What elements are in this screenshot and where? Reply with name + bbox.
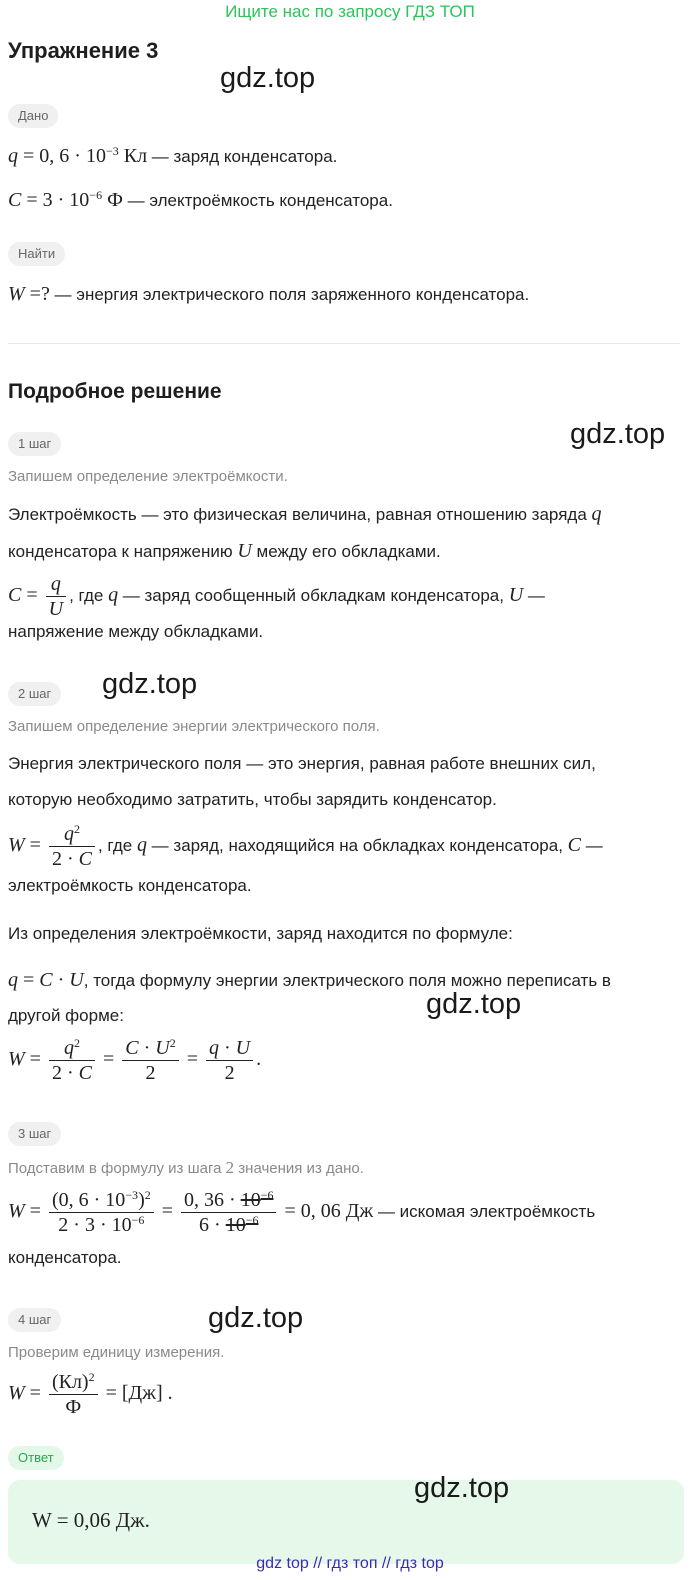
step1-formula-line: C = $\frac{q}{U}$ , где q — заряд сообщенный обкладкам конденсатора, U — xyxy=(8,573,545,620)
search-banner[interactable]: Ищите нас по запросу ГДЗ ТОП xyxy=(225,2,475,21)
find-badge: Найти xyxy=(8,242,65,266)
given-badge: Дано xyxy=(8,104,58,128)
watermark: gdz.top xyxy=(426,988,522,1020)
step3-calculation: W = $\frac{(0, 6 \cdot 10^{-3})^2}{2 \cdot 3 \cdot 10^{-6}}$ = $\frac{0, 36 \cdot 10^{-6}}{6 \cdot 10^{-6}}$ = 0, 06 Дж — искомая электроёмкость xyxy=(8,1188,596,1236)
step4-badge: 4 шаг xyxy=(8,1308,61,1332)
step2-hint: Запишем определение энергии электрического поля. xyxy=(8,718,380,735)
step1-badge: 1 шаг xyxy=(8,432,61,456)
watermark: gdz.top xyxy=(102,668,198,700)
step2-badge-wrap xyxy=(8,682,61,706)
watermark: gdz.top xyxy=(414,1472,510,1504)
step2-energy-forms: W = $\frac{q^2}{2 \cdot C}$ = $\frac{C \cdot U^2}{2}$ = $\frac{q \cdot U}{2}$ . xyxy=(8,1036,262,1084)
step1-paragraph1: Электроёмкость — это физическая величина, равная отношению заряда q конденсатора к напряжению U между его обкладками. xyxy=(8,503,602,562)
step2-formula-line: W = $\frac{q^2}{2 \cdot C}$ , где q — заряд, находящийся на обкладках конденсатора, C — xyxy=(8,822,603,870)
answer-value: W = 0,06 Дж. xyxy=(32,1508,150,1532)
step3-badge: 3 шаг xyxy=(8,1122,61,1146)
step2-paragraph4-line2: другой форме: xyxy=(8,1006,124,1025)
find-section xyxy=(8,242,65,266)
find-energy: W =? — энергия электрического поля заряженного конденсатора. xyxy=(8,283,530,305)
step4-units: W = $\frac{(Кл)^2}{Ф}$ = [Дж] . xyxy=(8,1370,173,1418)
step3-line2: конденсатора. xyxy=(8,1248,122,1267)
given-capacitance: $C = 3 \cdot 10^{-6}$ Ф — электроёмкость конденсатора. xyxy=(8,188,393,211)
step2-paragraph1: Энергия электрического поля — это энергия, равная работе внешних сил, которую необходимо затратить, чтобы зарядить конденсатор. xyxy=(8,754,596,809)
watermark: gdz.top xyxy=(570,418,666,450)
footer-links[interactable]: gdz top // гдз топ // гдз top xyxy=(256,1555,444,1572)
step1-badge-wrap xyxy=(8,432,61,456)
exercise-title: Упражнение 3 xyxy=(8,38,159,63)
watermark: gdz.top xyxy=(208,1302,304,1334)
step4-badge-wrap xyxy=(8,1308,61,1332)
watermark: gdz.top xyxy=(220,62,316,94)
given-charge: q = 0, $6 \cdot 10^{-3}$ Кл — заряд конденсатора. xyxy=(8,144,338,167)
step1-formula-line2: напряжение между обкладками. xyxy=(8,622,264,641)
divider xyxy=(8,343,680,344)
solution-title: Подробное решение xyxy=(8,380,222,403)
step1-hint: Запишем определение электроёмкости. xyxy=(8,468,288,485)
step3-badge-wrap xyxy=(8,1122,61,1146)
step4-hint: Проверим единицу измерения. xyxy=(8,1344,225,1361)
answer-badge: Ответ xyxy=(8,1446,64,1470)
step2-paragraph4: q = C · U, тогда формулу энергии электрического поля можно переписать в xyxy=(8,969,611,991)
given-section xyxy=(8,104,58,128)
step2-badge: 2 шаг xyxy=(8,682,61,706)
step2-paragraph3: Из определения электроёмкости, заряд находится по формуле: xyxy=(8,924,513,943)
answer-badge-wrap xyxy=(8,1446,64,1470)
step2-formula-line2: электроёмкость конденсатора. xyxy=(8,876,252,895)
step3-hint: Подставим в формулу из шага 2 значения из дано. xyxy=(8,1158,364,1177)
